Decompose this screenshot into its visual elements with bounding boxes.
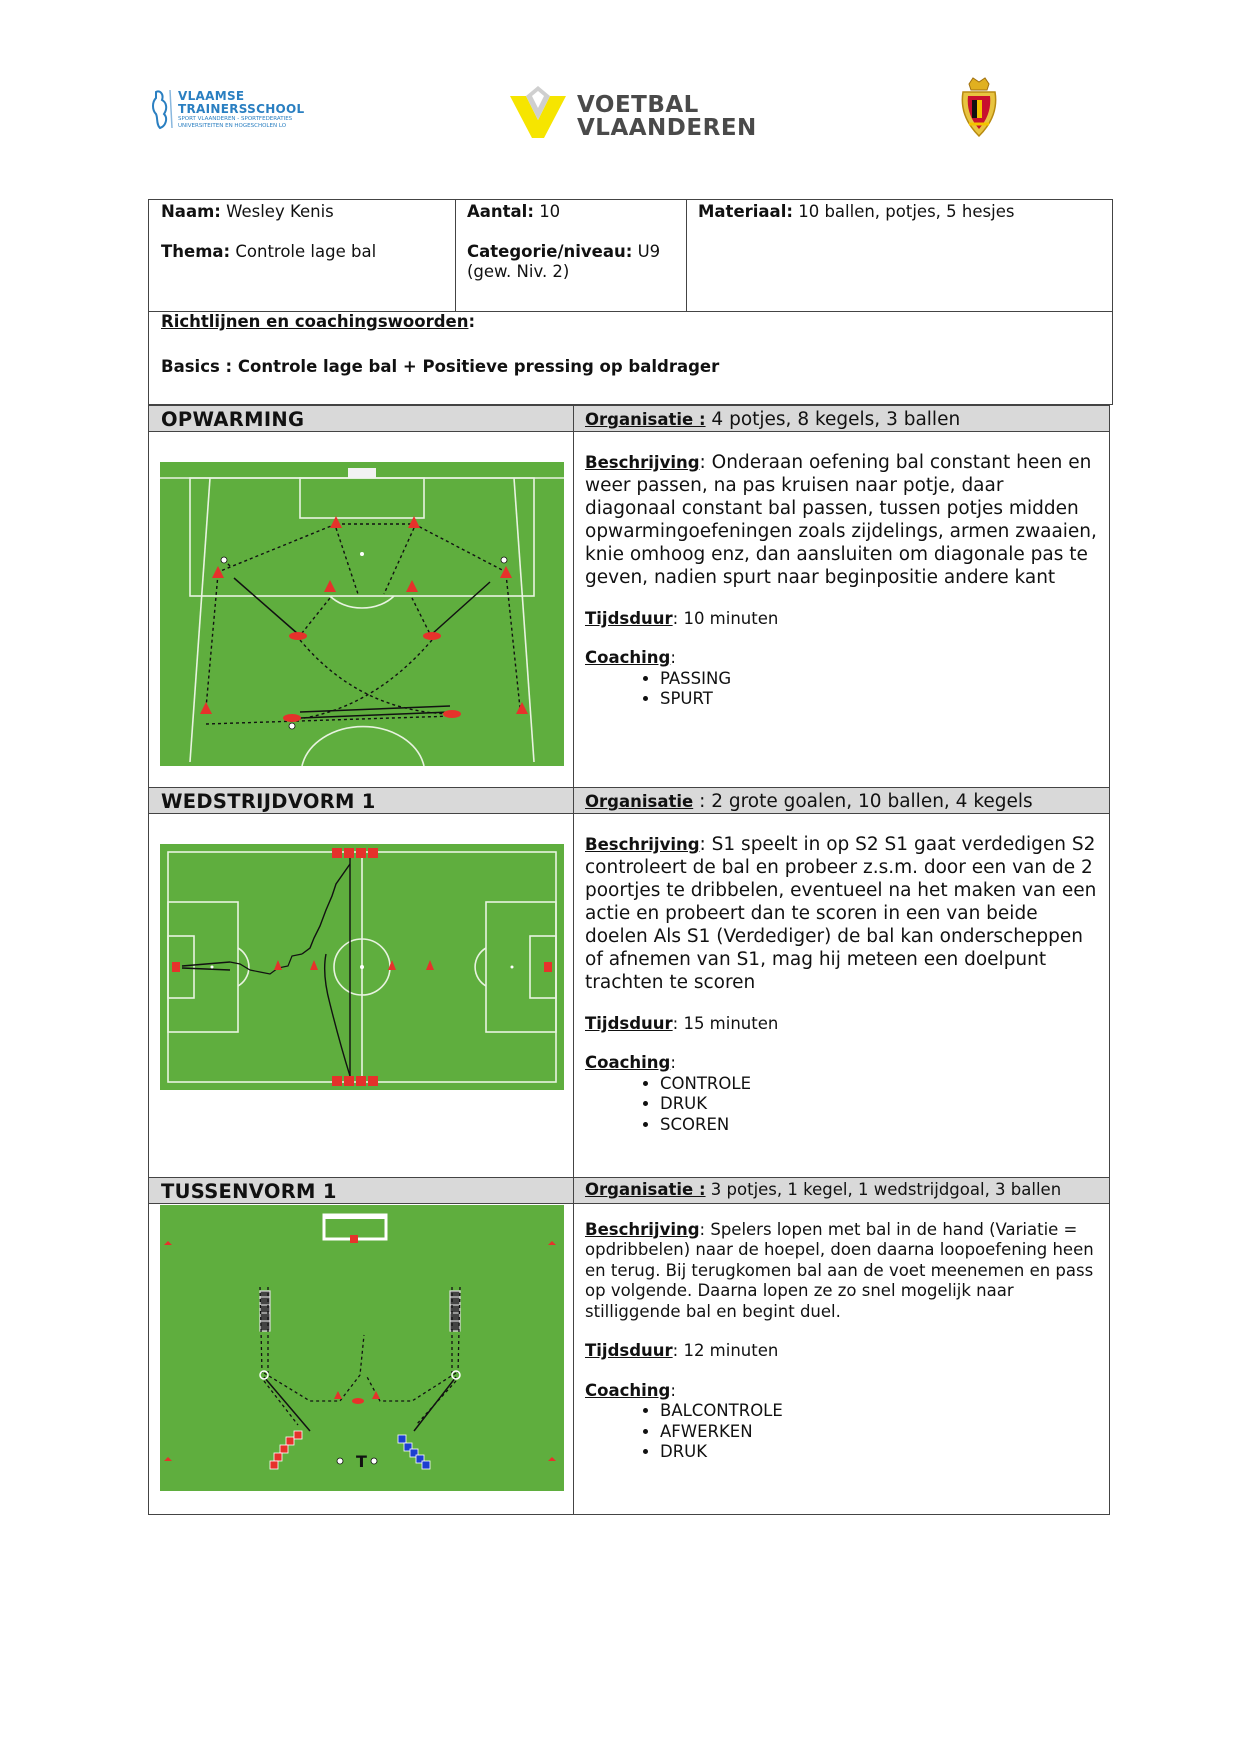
voetbal-vlaanderen-mark-icon	[510, 86, 566, 140]
coaching-label: Coaching	[585, 1053, 671, 1072]
beschrijving-line	[585, 451, 1100, 589]
tijdsduur-label: Tijdsduur	[585, 1014, 673, 1033]
wedstrijdvorm-details	[585, 790, 1100, 1135]
categorie-value: U9	[637, 242, 661, 261]
logo-voetbal-text: VOETBAL	[577, 92, 699, 118]
organisatie-line	[585, 408, 1100, 431]
beschrijving-label: Beschrijving	[585, 453, 700, 472]
naam-value: Wesley Kenis	[226, 202, 334, 221]
tijdsduur-line	[585, 1012, 1100, 1035]
materiaal-field: Materiaal: 10 ballen, potjes, 5 hesjes	[698, 202, 1015, 221]
list-item: • SCOREN	[660, 1115, 1100, 1136]
coaching-line: Coaching:	[585, 648, 676, 667]
logo-text-line2: TRAINERSSCHOOL	[178, 102, 305, 116]
organisatie-value: 4 potjes, 8 kegels, 3 ballen	[705, 409, 961, 430]
section-opwarming	[148, 405, 1110, 789]
tijdsduur-line	[585, 607, 1100, 630]
tijdsduur-value: : 12 minuten	[672, 1341, 779, 1360]
organisatie-label: Organisatie	[585, 792, 694, 811]
tijdsduur-label: Tijdsduur	[585, 1341, 673, 1360]
basics-text: Basics : Controle lage bal + Positieve pressing op baldrager	[161, 357, 720, 376]
tussenvorm-details	[585, 1180, 1100, 1463]
session-info-table	[148, 199, 1113, 405]
beschrijving-line	[585, 833, 1100, 994]
logo-text-line4: UNIVERSITEITEN EN HOGESCHOLEN LO	[178, 123, 287, 129]
opwarming-details	[585, 408, 1100, 710]
materiaal-value: 10 ballen, potjes, 5 hesjes	[798, 202, 1015, 221]
list-item: • CONTROLE	[660, 1074, 1100, 1095]
categorie-field: Categorie/niveau: U9 (gew. Niv. 2)	[467, 242, 661, 281]
rbfa-crest-logo	[955, 76, 1003, 140]
beschrijving-value: : Spelers lopen met bal in de hand (Variatie = opdribbelen) naar de hoepel, doen daarna loopoefening heen en terug. Bij terugkomen bal aan de voet meenemen en pass op volgende. Daarna lopen ze zo snel mogelijk naar stilliggende bal en begint duel.	[585, 1219, 1094, 1321]
voetbal-vlaanderen-logo	[510, 86, 757, 142]
organisatie-value: 3 potjes, 1 kegel, 1 wedstrijdgoal, 3 ballen	[705, 1180, 1062, 1199]
list-item: • DRUK	[660, 1442, 1100, 1463]
list-item: • SPURT	[660, 689, 1100, 710]
section-tussenvorm-1	[148, 1177, 1110, 1515]
list-item: • BALCONTROLE	[660, 1401, 1100, 1422]
lion-icon	[150, 88, 176, 132]
tijdsduur-label: Tijdsduur	[585, 609, 673, 628]
logo-vlaanderen-text: VLAANDEREN	[577, 115, 757, 141]
opwarming-diagram	[160, 462, 564, 766]
section-wedstrijdvorm-1	[148, 787, 1110, 1179]
beschrijving-label: Beschrijving	[585, 835, 700, 854]
coaching-label: Coaching	[585, 648, 671, 667]
section-title: OPWARMING	[161, 408, 305, 431]
categorie-extra: (gew. Niv. 2)	[467, 262, 570, 281]
coaching-line: Coaching:	[585, 1380, 676, 1400]
organisatie-label: Organisatie :	[585, 1180, 706, 1199]
coaching-label: Coaching	[585, 1380, 671, 1400]
beschrijving-line	[585, 1220, 1100, 1323]
list-item: • PASSING	[660, 669, 1100, 690]
thema-field: Thema: Controle lage bal	[161, 242, 377, 261]
section-title: TUSSENVORM 1	[161, 1180, 337, 1203]
beschrijving-value: : S1 speelt in op S2 S1 gaat verdedigen S2 controleert de bal en probeer z.s.m. door een van de 2 poortjes te dribbelen, eventueel na het maken van een actie en probeert dan te scoren in een van beide doelen Als S1 (Verdediger) de bal kan onderscheppen of afnemen van S1, mag hij meteen een doelpunt trachten te scoren	[585, 834, 1097, 993]
logo-text-line3: SPORT VLAANDEREN - SPORTFEDERATIES	[178, 116, 293, 122]
vlaamse-trainersschool-logo	[150, 84, 320, 140]
wedstrijdvorm-diagram	[160, 844, 564, 1090]
organisatie-line	[585, 1180, 1100, 1201]
logo-text-line1: VLAAMSE	[178, 89, 245, 103]
naam-field: Naam: Wesley Kenis	[161, 202, 334, 221]
coaching-list	[585, 1401, 1100, 1463]
tussenvorm-diagram	[160, 1205, 564, 1491]
list-item: • DRUK	[660, 1094, 1100, 1115]
list-item: • AFWERKEN	[660, 1422, 1100, 1443]
beschrijving-label: Beschrijving	[585, 1219, 700, 1239]
aantal-value: 10	[539, 202, 561, 221]
tijdsduur-value: : 10 minuten	[672, 609, 779, 628]
organisatie-label: Organisatie :	[585, 410, 706, 429]
thema-value: Controle lage bal	[235, 242, 377, 261]
coaching-list	[585, 1074, 1100, 1136]
coaching-list	[585, 669, 1100, 710]
tijdsduur-value: : 15 minuten	[672, 1014, 779, 1033]
coaching-line: Coaching:	[585, 1053, 676, 1072]
richtlijnen-heading: Richtlijnen en coachingswoorden:	[161, 312, 476, 331]
section-title: WEDSTRIJDVORM 1	[161, 790, 376, 813]
tijdsduur-line	[585, 1341, 1100, 1362]
beschrijving-value: : Onderaan oefening bal constant heen en weer passen, na pas kruisen naar potje, daar diagonaal constant bal passen, tussen potjes midden opwarmingoefeningen zoals zijdelings, armen zwaaien, knie omhoog enz, dan aansluiten om diagonale pas te geven, nadien spurt naar beginpositie andere kant	[585, 452, 1097, 588]
organisatie-line	[585, 790, 1100, 813]
aantal-field: Aantal: 10	[467, 202, 561, 221]
diagram-label-t: T	[356, 1452, 367, 1471]
organisatie-value: : 2 grote goalen, 10 ballen, 4 kegels	[693, 791, 1033, 812]
